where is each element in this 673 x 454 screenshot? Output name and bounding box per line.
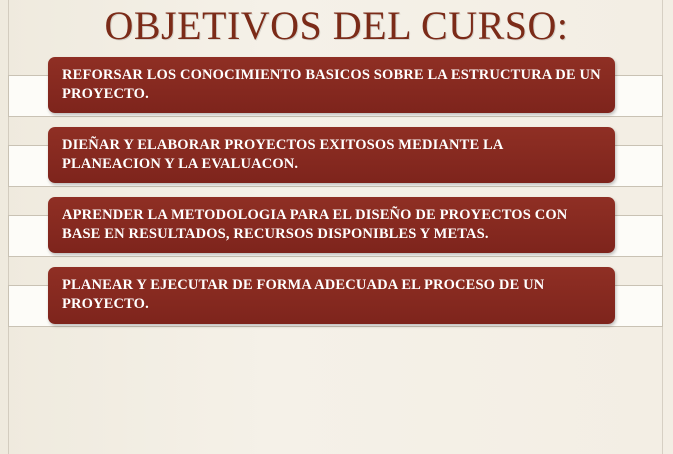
list-item: [0, 267, 673, 323]
list-item: [0, 127, 673, 183]
page-title: OBJETIVOS DEL CURSO:: [104, 3, 569, 48]
objective-text: PLANEAR Y EJECUTAR DE FORMA ADECUADA EL PROCESO DE UN PROYECTO.: [62, 277, 545, 313]
objective-box: [48, 57, 615, 113]
objective-text: REFORSAR LOS CONOCIMIENTO BASICOS SOBRE LA ESTRUCTURA DE UN PROYECTO.: [62, 67, 601, 102]
objective-box: [48, 197, 615, 253]
objective-box: [48, 127, 615, 183]
objectives-list: [0, 57, 673, 323]
list-item: [0, 197, 673, 253]
list-item: [0, 57, 673, 113]
objective-text: APRENDER LA METODOLOGIA PARA EL DISEÑO DE PROYECTOS CON BASE EN RESULTADOS, RECURSOS DISPONIBLES Y METAS.: [62, 207, 568, 242]
objective-box: [48, 267, 615, 323]
objective-text: DIEÑAR Y ELABORAR PROYECTOS EXITOSOS MEDIANTE LA PLANEACION Y LA EVALUACON.: [62, 137, 503, 172]
